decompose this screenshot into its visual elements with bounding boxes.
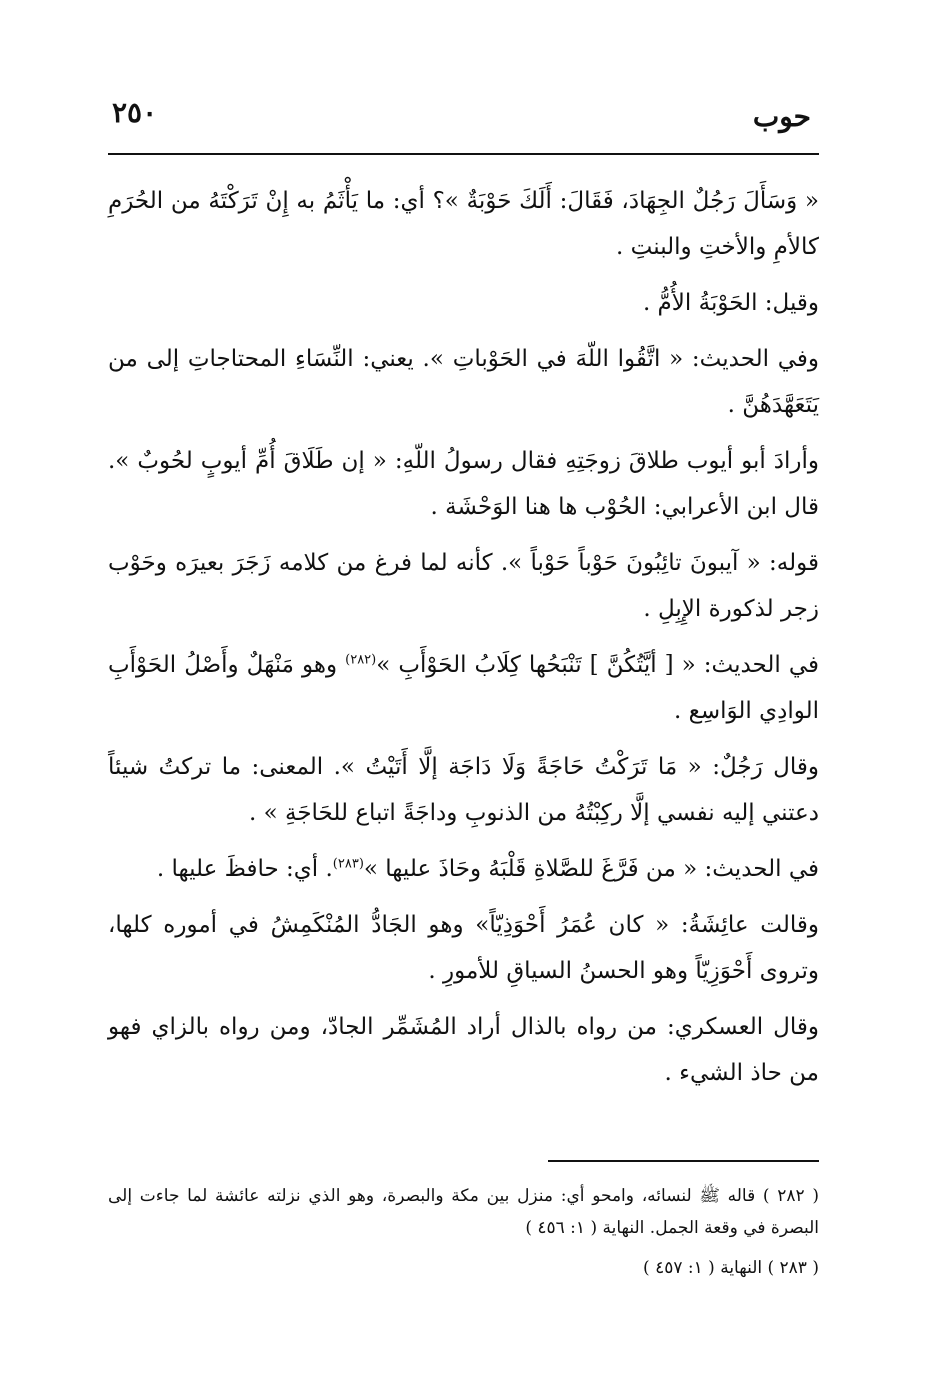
header-divider bbox=[108, 153, 819, 155]
paragraph: وأرادَ أبو أيوب طلاقَ زوجَتِهِ فقال رسولُ اللّهِ: « إن طَلَاقَ أُمِّ أيوبٍ لحُوبٌ ». قال ابن الأعرابي: الحُوْب ها هنا الوَحْشَة . bbox=[108, 448, 819, 520]
paragraph: قوله: « آيبونَ تائِبُونَ حَوْباً حَوْباً ». كأنه لما فرغ من كلامه زَجَرَ بعيرَه وحَوْب زجر لذكورة الإِبِلِ . bbox=[108, 550, 819, 622]
paragraph: وفي الحديث: « اتَّقُوا اللّهَ في الحَوْباتِ ». يعني: النِّسَاءِ المحتاجاتِ إلى من يَتَعَهَّدَهُنَّ . bbox=[108, 346, 819, 418]
paragraph: وقالت عائِشَةُ: « كان عُمَرُ أَحْوَذِيّاً» وهو الجَادُّ المُنْكَمِشُ في أموره كلها، وتروى أَحْوَزِيّاً وهو الحسنُ السياقِ للأمورِ . bbox=[108, 912, 819, 984]
footnote: ( ٢٨٢ ) قاله ﷺ لنسائه، وامحو أي: منزل بين مكة والبصرة، وهو الذي نزلته عائشة لما جاءت إلى البصرة في وقعة الجمل. النهاية ( ١: ٤٥٦ ) bbox=[108, 1186, 819, 1238]
footnotes bbox=[108, 1180, 819, 1292]
paragraph: وقال العسكري: من رواه بالذال أراد المُشَمِّر الجادّ، ومن رواه بالزاي فهو من حاذ الشيء . bbox=[108, 1014, 819, 1086]
footnote-divider bbox=[548, 1160, 819, 1162]
main-text bbox=[108, 178, 819, 1106]
paragraph: وقيل: الحَوْبَةُ الأُمُّ . bbox=[642, 290, 819, 316]
running-header-title: حوب bbox=[752, 100, 811, 133]
footnote: ( ٢٨٣ ) النهاية ( ١: ٤٥٧ ) bbox=[643, 1258, 819, 1278]
paragraph: « وَسَأَلَ رَجُلٌ الجِهَادَ، فَقَالَ: أَلَكَ حَوْبَةٌ »؟ أي: ما يَأْثَمُ به إِنْ تَرَكْتَهُ من الحُرَمِ كالأمِ والأختِ والبنتِ . bbox=[108, 188, 819, 260]
paragraph: في الحديث: « من فَرَّغَ للصَّلاةِ قَلْبَهُ وحَاذَ عليها »$^{(٢٨٣)}$. أي: حافظَ عليها . bbox=[156, 856, 819, 882]
paragraph: في الحديث: « [ أيَّتُكُنَّ ] تَنْبَحُها كِلَابُ الحَوْأَبِ »$^{(٢٨٢)}$ وهو مَنْهَلٌ وأَصْلُ الحَوْأَبِ الوادِي الوَاسِع . bbox=[108, 652, 819, 724]
footnote-ref: (٢٨٢) bbox=[345, 652, 377, 668]
paragraph: وقال رَجُلٌ: « مَا تَرَكْتُ حَاجَةً وَلَا دَاجَة إلَّا أَتَيْتُ ». المعنى: ما تركتُ شيئاً دعتني إليه نفسي إلَّا ركِبْتُهُ من الذنوبِ وداجَةً اتباع للحَاجَةِ » . bbox=[108, 754, 819, 826]
page-number: ٢٥٠ bbox=[112, 96, 158, 129]
footnote-ref: (٢٨٣) bbox=[332, 856, 364, 872]
